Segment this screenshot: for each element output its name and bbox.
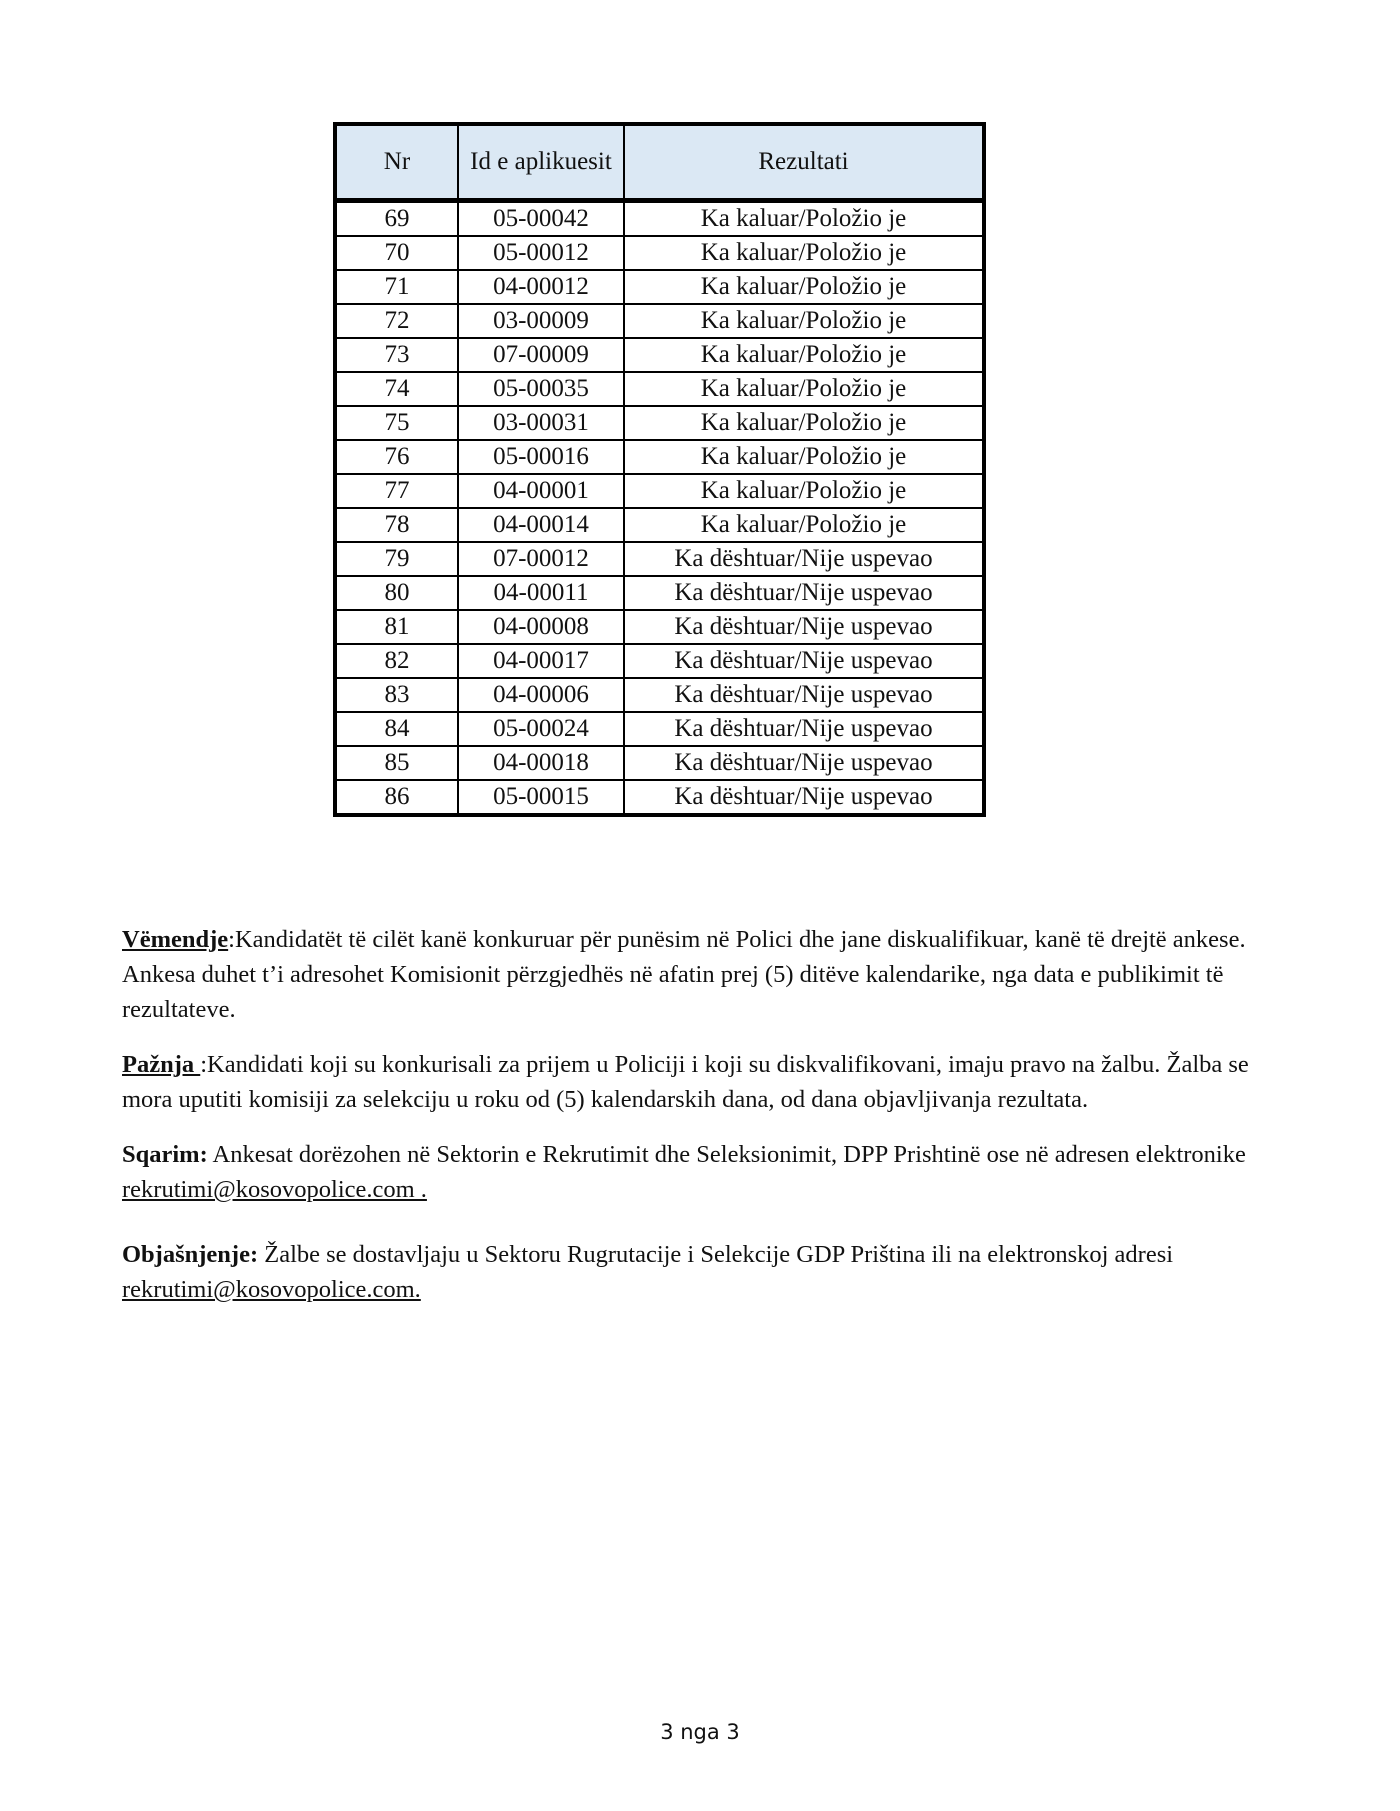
table-row [335,304,984,338]
cell-applicant-id: 04-00012 [458,270,624,304]
table-row [335,576,984,610]
note-text: :Kandidati koji su konkurisali za prijem u Policiji i koji su diskvalifikovani, imaju pravo na žalbu. Žalba se mora uputiti komisiji za selekciju u roku od (5) kalendarskih dana, od dana objavljivanja rezultata. [122,1051,1249,1113]
note-text: Žalbe se dostavljaju u Sektoru Rugrutacije i Selekcije GDP Priština ili na elektronskoj adresi [258,1241,1174,1268]
note-objasnjenje [122,1237,1252,1307]
cell-applicant-id: 04-00006 [458,678,624,712]
cell-result: Ka dështuar/Nije uspevao [624,542,984,576]
cell-applicant-id: 07-00009 [458,338,624,372]
cell-nr: 71 [335,270,458,304]
table-row [335,712,984,746]
cell-result: Ka dështuar/Nije uspevao [624,712,984,746]
table-row [335,270,984,304]
cell-nr: 73 [335,338,458,372]
table-row [335,372,984,406]
cell-result: Ka dështuar/Nije uspevao [624,644,984,678]
table-row [335,644,984,678]
cell-nr: 69 [335,201,458,237]
cell-nr: 79 [335,542,458,576]
table-body [335,201,984,816]
cell-applicant-id: 05-00042 [458,201,624,237]
table-header-row [335,124,984,201]
cell-result: Ka kaluar/Položio je [624,236,984,270]
note-text: Ankesat dorëzohen në Sektorin e Rekrutimit dhe Seleksionimit, DPP Prishtinë ose në adresen elektronike [207,1141,1246,1168]
cell-result: Ka kaluar/Položio je [624,201,984,237]
note-label: Vëmendje [122,926,229,953]
cell-nr: 83 [335,678,458,712]
table-row [335,678,984,712]
cell-nr: 77 [335,474,458,508]
table-row [335,201,984,237]
cell-applicant-id: 03-00009 [458,304,624,338]
cell-applicant-id: 03-00031 [458,406,624,440]
notes-section [122,922,1252,1327]
note-paznja [122,1047,1252,1117]
header-result: Rezultati [624,124,984,201]
cell-applicant-id: 05-00012 [458,236,624,270]
header-nr: Nr [335,124,458,201]
cell-nr: 85 [335,746,458,780]
cell-result: Ka dështuar/Nije uspevao [624,610,984,644]
cell-nr: 78 [335,508,458,542]
table-row [335,780,984,815]
table-row [335,508,984,542]
note-vemendje [122,922,1252,1027]
cell-result: Ka kaluar/Položio je [624,406,984,440]
cell-result: Ka dështuar/Nije uspevao [624,746,984,780]
note-sqarim [122,1137,1252,1207]
cell-applicant-id: 04-00001 [458,474,624,508]
cell-result: Ka kaluar/Položio je [624,270,984,304]
results-table [333,122,986,817]
table-row [335,610,984,644]
cell-result: Ka kaluar/Položio je [624,440,984,474]
cell-nr: 86 [335,780,458,815]
cell-result: Ka kaluar/Položio je [624,372,984,406]
cell-applicant-id: 04-00017 [458,644,624,678]
cell-applicant-id: 04-00008 [458,610,624,644]
cell-nr: 84 [335,712,458,746]
cell-result: Ka kaluar/Položio je [624,304,984,338]
cell-result: Ka dështuar/Nije uspevao [624,576,984,610]
note-text: :Kandidatët të cilët kanë konkuruar për punësim në Polici dhe jane diskualifikuar, kanë të drejtë ankese. Ankesa duhet t’i adresohet Komisionit përzgjedhës në afatin prej (5) ditëve kalendarike, nga data e publikimit të rezultateve. [122,926,1246,1023]
cell-applicant-id: 04-00011 [458,576,624,610]
cell-nr: 75 [335,406,458,440]
email-link[interactable]: rekrutimi@kosovopolice.com. [122,1276,421,1303]
cell-result: Ka kaluar/Položio je [624,508,984,542]
cell-applicant-id: 05-00016 [458,440,624,474]
note-label: Pažnja [122,1051,201,1078]
table-row [335,474,984,508]
cell-result: Ka dështuar/Nije uspevao [624,678,984,712]
cell-nr: 76 [335,440,458,474]
page-number: 3 nga 3 [660,1720,740,1744]
cell-nr: 81 [335,610,458,644]
cell-result: Ka kaluar/Položio je [624,338,984,372]
cell-result: Ka dështuar/Nije uspevao [624,780,984,815]
cell-nr: 80 [335,576,458,610]
cell-applicant-id: 04-00014 [458,508,624,542]
header-applicant-id: Id e aplikuesit [458,124,624,201]
email-link[interactable]: rekrutimi@kosovopolice.com . [122,1176,427,1203]
note-label: Sqarim: [122,1141,208,1168]
table-row [335,542,984,576]
table-row [335,236,984,270]
cell-nr: 70 [335,236,458,270]
cell-applicant-id: 04-00018 [458,746,624,780]
cell-nr: 82 [335,644,458,678]
cell-applicant-id: 05-00015 [458,780,624,815]
cell-nr: 72 [335,304,458,338]
cell-result: Ka kaluar/Položio je [624,474,984,508]
table-row [335,406,984,440]
table-row [335,746,984,780]
table-row [335,338,984,372]
cell-applicant-id: 05-00035 [458,372,624,406]
note-label: Objašnjenje: [122,1241,259,1268]
table-row [335,440,984,474]
cell-applicant-id: 05-00024 [458,712,624,746]
cell-applicant-id: 07-00012 [458,542,624,576]
cell-nr: 74 [335,372,458,406]
